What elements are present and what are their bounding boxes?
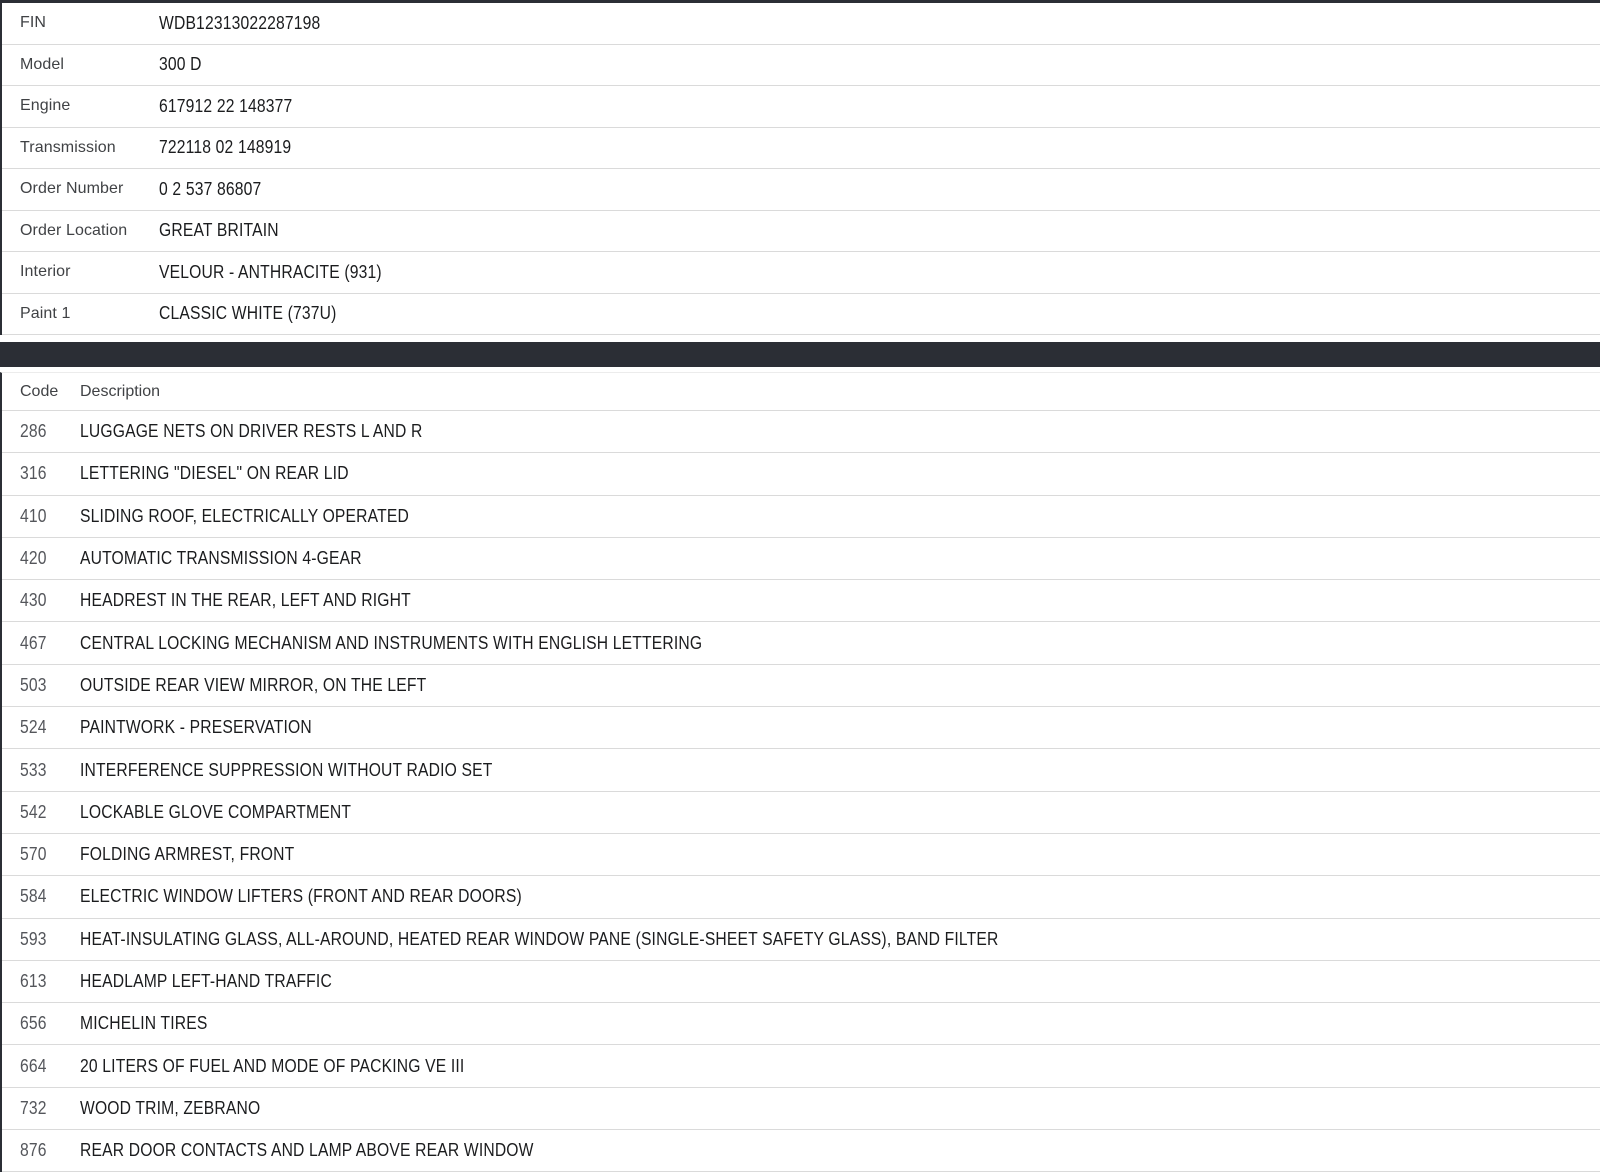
option-description [80,1056,522,1077]
option-code [2,1140,80,1161]
field-label: Order Location [20,221,128,239]
option-code [2,675,80,696]
option-row [2,1003,1600,1045]
field-value [159,54,208,75]
option-description [80,506,458,527]
option-code-text: 524 [20,717,47,738]
option-row [2,876,1600,918]
option-description-text: REAR DOOR CONTACTS AND LAMP ABOVE REAR WINDOW [80,1140,534,1161]
field-value-text: 0 2 537 86807 [159,178,262,199]
option-description [80,971,370,992]
option-code-text: 732 [20,1097,47,1118]
option-code [2,929,80,950]
option-code [2,760,80,781]
option-code-text: 286 [20,421,47,442]
vehicle-info-row [2,45,1600,87]
option-code-text: 467 [20,632,47,653]
option-code [2,971,80,992]
field-value-text: 722118 02 148919 [159,137,292,158]
field-value [159,96,312,117]
option-description-text: 20 LITERS OF FUEL AND MODE OF PACKING VE III [80,1055,465,1076]
field-value-text: CLASSIC WHITE (737U) [159,303,337,324]
option-row [2,453,1600,495]
vehicle-info-row [2,169,1600,211]
option-row [2,792,1600,834]
option-row [2,665,1600,707]
option-description-text: SLIDING ROOF, ELECTRICALLY OPERATED [80,505,409,526]
option-description [80,1140,601,1161]
option-description-text: HEAT-INSULATING GLASS, ALL-AROUND, HEATED REAR WINDOW PANE (SINGLE-SHEET SAFETY GLASS), BAND FILTER [80,928,999,949]
option-code-text: 503 [20,674,47,695]
option-code [2,1098,80,1119]
options-rows-container [2,411,1600,1172]
option-description [80,548,404,569]
option-code [2,463,80,484]
field-label: Model [20,55,65,73]
option-description [80,675,478,696]
option-code-text: 316 [20,463,47,484]
field-value [159,262,415,283]
option-description-text: LOCKABLE GLOVE COMPARTMENT [80,801,352,822]
option-code-text: 410 [20,505,47,526]
option-description [80,1098,287,1119]
field-value-text: 300 D [159,54,202,75]
option-description-text: LETTERING "DIESEL" ON REAR LID [80,463,349,484]
options-table [0,372,1600,1172]
vehicle-info-row [2,3,1600,45]
option-code [2,421,80,442]
option-description-text: WOOD TRIM, ZEBRANO [80,1097,261,1118]
option-code [2,506,80,527]
option-code [2,886,80,907]
option-row [2,411,1600,453]
option-code-text: 584 [20,886,47,907]
code-column-header: Code [20,382,59,400]
description-column-header: Description [80,382,161,400]
option-row [2,749,1600,791]
field-value [159,220,297,241]
field-value [159,303,363,324]
option-description-text: HEADREST IN THE REAR, LEFT AND RIGHT [80,590,411,611]
option-description [80,1013,227,1034]
option-row [2,1130,1600,1172]
vehicle-info-row [2,294,1600,336]
field-label: Interior [20,263,71,281]
option-description [80,717,347,738]
option-code [2,548,80,569]
option-row [2,961,1600,1003]
option-description-text: ELECTRIC WINDOW LIFTERS (FRONT AND REAR DOORS) [80,886,522,907]
option-description-text: CENTRAL LOCKING MECHANISM AND INSTRUMENTS WITH ENGLISH LETTERING [80,632,703,653]
option-description-text: PAINTWORK - PRESERVATION [80,717,312,738]
option-description [80,844,326,865]
option-code-text: 570 [20,844,47,865]
option-description [80,590,460,611]
option-code [2,802,80,823]
field-value-text: GREAT BRITAIN [159,220,279,241]
field-value-text: WDB12313022287198 [159,12,321,33]
vehicle-info-row [2,128,1600,170]
option-description-text: AUTOMATIC TRANSMISSION 4-GEAR [80,548,362,569]
option-row [2,919,1600,961]
option-row [2,1045,1600,1087]
field-value [159,179,277,200]
option-description [80,463,389,484]
option-code-text: 533 [20,759,47,780]
section-divider-bar [0,342,1600,367]
vehicle-info-row [2,252,1600,294]
option-row [2,1088,1600,1130]
field-label: Engine [20,97,71,115]
field-value-text: VELOUR - ANTHRACITE (931) [159,261,382,282]
options-header-row [2,373,1600,411]
option-description [80,802,392,823]
option-row [2,622,1600,664]
option-code-text: 876 [20,1140,47,1161]
option-row [2,580,1600,622]
option-code-text: 420 [20,548,47,569]
option-description [80,929,1136,950]
option-description-text: MICHELIN TIRES [80,1013,208,1034]
option-description-text: OUTSIDE REAR VIEW MIRROR, ON THE LEFT [80,674,427,695]
option-description [80,760,554,781]
option-code [2,717,80,738]
option-code-text: 613 [20,971,47,991]
vehicle-info-row [2,86,1600,128]
option-description-text: INTERFERENCE SUPPRESSION WITHOUT RADIO SET [80,759,493,780]
option-code [2,844,80,865]
option-description [80,886,588,907]
option-row [2,496,1600,538]
field-label: Transmission [20,138,116,156]
option-row [2,834,1600,876]
option-code-text: 542 [20,801,47,822]
option-code [2,1013,80,1034]
option-code [2,1056,80,1077]
field-label: FIN [20,14,47,32]
option-description-text: LUGGAGE NETS ON DRIVER RESTS L AND R [80,421,423,442]
option-description-text: HEADLAMP LEFT-HAND TRAFFIC [80,971,332,991]
option-description-text: FOLDING ARMREST, FRONT [80,844,295,865]
vehicle-info-table [0,0,1600,335]
option-description [80,633,795,654]
field-label: Paint 1 [20,304,71,322]
option-code-text: 593 [20,928,47,949]
field-value [159,13,345,34]
option-row [2,538,1600,580]
option-description [80,421,474,442]
option-code [2,590,80,611]
vehicle-info-row [2,211,1600,253]
option-code-text: 430 [20,590,47,611]
field-label: Order Number [20,180,124,198]
option-row [2,707,1600,749]
field-value [159,137,311,158]
option-code-text: 656 [20,1013,47,1034]
option-code-text: 664 [20,1055,47,1076]
option-code [2,633,80,654]
field-value-text: 617912 22 148377 [159,95,293,116]
